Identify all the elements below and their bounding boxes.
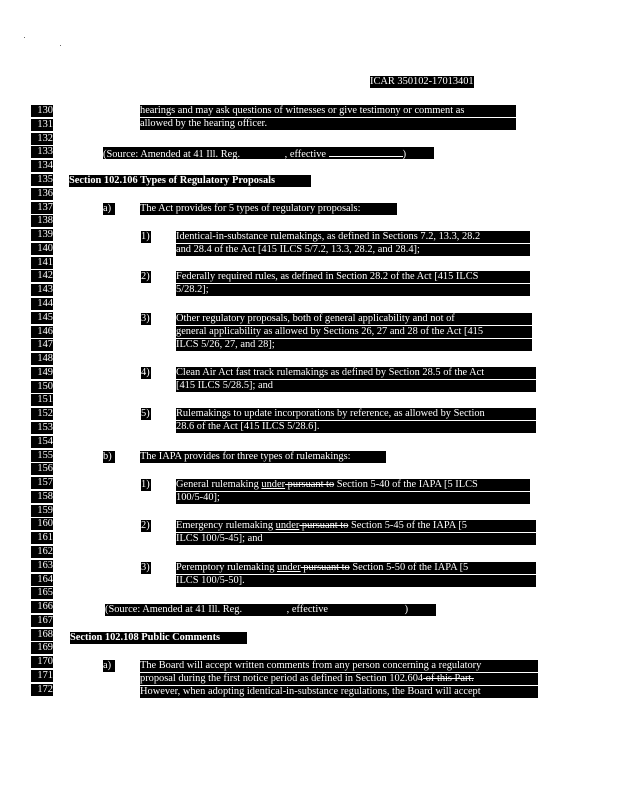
item-a3-line2: general applicability as allowed by Sections 26, 27 and 28 of the Act [415 xyxy=(176,326,532,338)
item-b3-line1: Peremptory rulemaking under pursuant to Section 5-50 of the IAPA [5 xyxy=(176,562,536,574)
item-b2-line2: ILCS 100/5-45]; and xyxy=(176,533,536,545)
line-number: 138 xyxy=(31,215,53,227)
section-102-106-heading: Section 102.106 Types of Regulatory Proposals xyxy=(69,175,311,187)
header-code: ICAR 350102-17013401 xyxy=(370,76,474,87)
item-a-text: The Act provides for 5 types of regulatory proposals: xyxy=(140,203,397,215)
line-number: 165 xyxy=(31,587,53,599)
line-number: 163 xyxy=(31,560,53,572)
item-c-line3: However, when adopting identical-in-substance regulations, the Board will accept xyxy=(140,686,538,698)
item-a3-line3: ILCS 5/26, 27, and 28]; xyxy=(176,339,532,351)
item-b3-line2: ILCS 100/5-50]. xyxy=(176,575,536,587)
item-label-a1: 1) xyxy=(141,231,150,242)
line-number: 139 xyxy=(31,229,53,241)
line-number: 151 xyxy=(31,394,53,406)
line-number: 144 xyxy=(31,298,53,310)
line-number: 164 xyxy=(31,574,53,586)
line-number: 159 xyxy=(31,505,53,517)
line-number: 158 xyxy=(31,491,53,503)
line-number: 146 xyxy=(31,326,53,338)
item-label-a3: 3) xyxy=(141,313,150,324)
line-number: 166 xyxy=(31,601,53,613)
line-number: 137 xyxy=(31,202,53,214)
line-number: 140 xyxy=(31,243,53,255)
line-number: 150 xyxy=(31,381,53,393)
line-number: 156 xyxy=(31,463,53,475)
item-label-b: b) xyxy=(103,451,115,463)
line-number: 147 xyxy=(31,339,53,351)
item-a5-line2: 28.6 of the Act [415 ILCS 5/28.6]. xyxy=(176,421,536,433)
item-b1-line2: 100/5-40]; xyxy=(176,492,530,504)
line-number: 152 xyxy=(31,408,53,420)
item-a4-line2: [415 ILCS 5/28.5]; and xyxy=(176,380,536,392)
line-number: 170 xyxy=(31,656,53,668)
item-label-c: a) xyxy=(103,660,115,672)
line-number: 168 xyxy=(31,629,53,641)
item-label-a4: 4) xyxy=(141,367,150,378)
item-a3-line1: Other regulatory proposals, both of general applicability and not of xyxy=(176,313,532,325)
line-number: 132 xyxy=(31,133,53,145)
line-number: 141 xyxy=(31,257,53,269)
item-label-b1: 1) xyxy=(141,479,150,490)
line-number: 153 xyxy=(31,422,53,434)
source-note-1: (Source: Amended at 41 Ill. Reg. , effective ) xyxy=(103,147,434,159)
line-number: 145 xyxy=(31,312,53,324)
text-line-130: hearings and may ask questions of witnesses or give testimony or comment as xyxy=(140,105,516,117)
item-c-line1: The Board will accept written comments from any person concerning a regulatory xyxy=(140,660,538,672)
line-number: 149 xyxy=(31,367,53,379)
item-label-a5: 5) xyxy=(141,408,150,419)
line-number: 162 xyxy=(31,546,53,558)
item-a1-line2: and 28.4 of the Act [415 ILCS 5/7.2, 13.3, 28.2, and 28.4]; xyxy=(176,244,530,256)
scan-speck xyxy=(60,45,61,46)
line-number: 130 xyxy=(31,105,53,117)
item-a5-line1: Rulemakings to update incorporations by reference, as allowed by Section xyxy=(176,408,536,420)
line-number: 161 xyxy=(31,532,53,544)
item-a2-line1: Federally required rules, as defined in Section 28.2 of the Act [415 ILCS xyxy=(176,271,530,283)
line-number: 133 xyxy=(31,146,53,158)
item-a2-line2: 5/28.2]; xyxy=(176,284,530,296)
item-b-text: The IAPA provides for three types of rulemakings: xyxy=(140,451,386,463)
item-c-line2: proposal during the first notice period as defined in Section 102.604 of this Part. xyxy=(140,673,538,685)
item-label-a2: 2) xyxy=(141,271,150,282)
line-number: 143 xyxy=(31,284,53,296)
line-number: 160 xyxy=(31,518,53,530)
line-number: 136 xyxy=(31,188,53,200)
item-label-b3: 3) xyxy=(141,562,150,573)
line-number: 134 xyxy=(31,160,53,172)
line-number: 172 xyxy=(31,684,53,696)
line-number: 169 xyxy=(31,642,53,654)
item-a4-line1: Clean Air Act fast track rulemakings as defined by Section 28.5 of the Act xyxy=(176,367,536,379)
item-label-a: a) xyxy=(103,203,115,215)
line-number: 171 xyxy=(31,670,53,682)
line-number: 154 xyxy=(31,436,53,448)
source-note-2: (Source: Amended at 41 Ill. Reg. , effective ) xyxy=(105,604,436,616)
line-number: 167 xyxy=(31,615,53,627)
section-102-108-heading: Section 102.108 Public Comments xyxy=(70,632,247,644)
line-number: 135 xyxy=(31,174,53,186)
item-b1-line1: General rulemaking under pursuant to Section 5-40 of the IAPA [5 ILCS xyxy=(176,479,530,491)
line-number: 148 xyxy=(31,353,53,365)
line-number: 142 xyxy=(31,270,53,282)
scan-speck xyxy=(24,37,25,38)
line-number: 155 xyxy=(31,450,53,462)
item-a1-line1: Identical-in-substance rulemakings, as defined in Sections 7.2, 13.3, 28.2 xyxy=(176,231,530,243)
item-b2-line1: Emergency rulemaking under pursuant to Section 5-45 of the IAPA [5 xyxy=(176,520,536,532)
item-label-b2: 2) xyxy=(141,520,150,531)
line-number: 131 xyxy=(31,119,53,131)
line-number: 157 xyxy=(31,477,53,489)
text-line-131: allowed by the hearing officer. xyxy=(140,118,516,130)
